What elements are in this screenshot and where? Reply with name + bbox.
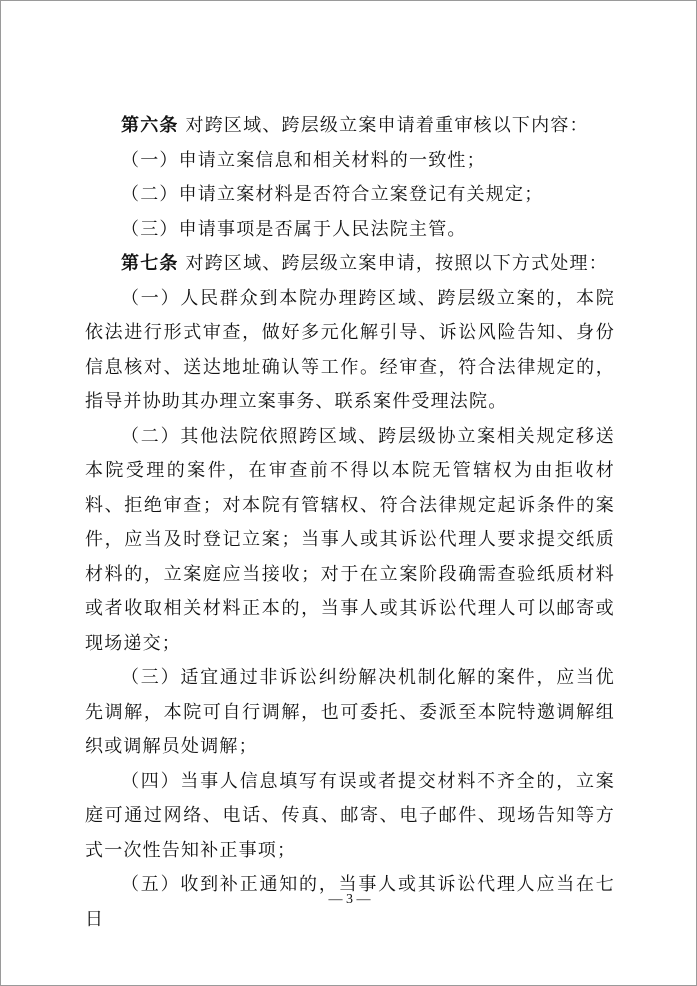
article-6-item-1: （一）申请立案信息和相关材料的一致性；	[121, 149, 486, 171]
article-7-item-1: （一）人民群众到本院办理跨区域、跨层级立案的，本院依法进行形式审查，做好多元化解引导、诉讼风险告知、身份信息核对、送达地址确认等工作。经审查，符合法律规定的，指导并协助其办理立案事务、联系案件受理法院。	[85, 287, 615, 412]
article-6-item-3: （三）申请事项是否属于人民法院主管。	[121, 218, 467, 240]
article-6-heading: 第六条	[121, 115, 179, 136]
page-number: — 3 —	[328, 892, 371, 907]
article-7-heading: 第七条	[121, 253, 179, 274]
article-7-item-3: （三）适宜通过非诉讼纠纷解决机制化解的案件，应当优先调解，本院可自行调解，也可委托、委派至本院特邀调解组织或调解员处调解；	[85, 667, 615, 757]
article-7-item-2: （二）其他法院依照跨区域、跨层级协立案相关规定移送本院受理的案件，在审查前不得以本院无管辖权为由拒收材料、拒绝审查；对本院有管辖权、符合法律规定起诉条件的案件，应当及时登记立案；当事人或其诉讼代理人要求提交纸质材料的，立案庭应当接收；对于在立案阶段确需查验纸质材料或者收取相关材料正本的，当事人或其诉讼代理人可以邮寄或现场递交；	[85, 425, 615, 654]
article-7-item-4: （四）当事人信息填写有误或者提交材料不齐全的，立案庭可通过网络、电话、传真、邮寄、电子邮件、现场告知等方式一次性告知补正事项；	[85, 770, 615, 861]
article-6-item-2: （二）申请立案材料是否符合立案登记有关规定；	[121, 184, 544, 205]
article-7-paragraph	[85, 247, 615, 282]
article-6-text: 对跨区域、跨层级立案申请着重审核以下内容：	[185, 115, 589, 136]
article-6-paragraph	[85, 109, 615, 144]
document-body	[85, 109, 615, 937]
article-7-item-5: （五）收到补正通知的，当事人或其诉讼代理人应当在七日	[85, 874, 615, 930]
article-7-text: 对跨区域、跨层级立案申请，按照以下方式处理：	[185, 253, 608, 274]
